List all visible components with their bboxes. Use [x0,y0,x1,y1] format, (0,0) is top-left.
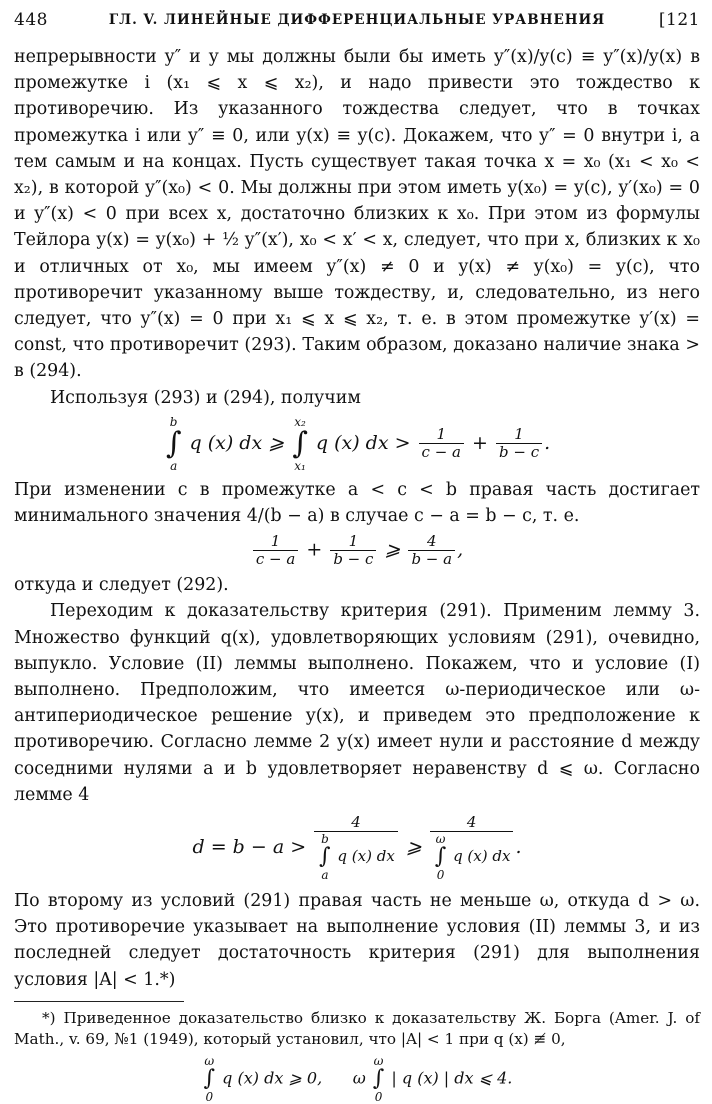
paragraph-whence: откуда и следует (292). [14,575,229,596]
main-text [14,44,700,1104]
footnote-formula: ω ∫ 0 q (x) dx ⩾ 0, ω ω ∫ 0 | q (x) | dx ⩽ 4. [203,1053,513,1104]
running-title: ГЛ. V. ЛИНЕЙНЫЕ ДИФФЕРЕНЦИАЛЬНЫЕ УРАВНЕНИЯ [108,12,606,28]
integral-a-b: b ∫ a [165,414,182,473]
paragraph-minimum: При изменении c в промежутке a < c < b правая часть достигает минимального значения 4/(b − a) в случае c − a = b − c, т. е. [14,479,700,527]
distance-inequality: d = b − a > 4 b ∫ a q (x) dx ⩾ 4 ω ∫ 0 q (x) dx . [192,813,522,883]
fraction-1-over-b-minus-c: $\frac{1}{b - c}$ [496,426,542,461]
fraction-1-over-c-minus-a: $\frac{1}{c - a}$ [419,426,464,461]
paragraph-criterion: Переходим к доказательству критерия (291). Применим лемму 3. Множество функций q(x), удовлетворяющих условиям (291), очевидно, выпукло. Условие (II) леммы выполнено. Покажем, что и условие (I) выполнено. Предположим, что имеется ω-периодическое или ω-антипериодическое решение y(x), и приведем это предположение к противоречию. Согласно лемме 2 y(x) имеет нули и расстояние d между соседними нулями a и b удовлетворяет неравенству d ⩽ ω. Согласно лемме 4 [14,601,700,805]
paragraph-continuation: непрерывности y″ и y мы должны были бы иметь y″(x)/y(c) ≡ y″(x)/y(x) в промежутке i (x₁ ⩽ x ⩽ x₂), и надо привести это тождество к противоречию. Из указанного тождества следует, что в точках промежутка i или y″ ≡ 0, или y(x) ≡ y(c). Докажем, что y″ = 0 внутри i, а тем самым и на концах. Пусть существует такая точка x = x₀ (x₁ < x₀ < x₂), в которой y″(x₀) < 0. Мы должны при этом иметь y(x₀) = y(c), y′(x₀) = 0 и y″(x) < 0 при всех x, достаточно близких к x₀. При этом из формулы Тейлора y(x) = y(x₀) + ½ y″(x′), x₀ < x′ < x, следует, что при x, близких к x₀ и отличных от x₀, мы имеем y″(x) ≠ 0 и y(x) ≠ y(x₀) = y(c), что противоречит указанному выше тождеству, и, следовательно, из него следует, что y″(x) = 0 при x₁ ⩽ x ⩽ x₂, т. е. в этом промежутке y′(x) = const, что противоречит (293). Таким образом, доказано наличие знака > в (294). [14,47,700,382]
book-page [14,0,700,1104]
integral-inequality: b ∫ a q (x) dx ⩾ x₂ ∫ x₁ q (x) dx > $\frac{1}{c - a}$ + $\frac{1}{b - c}$ . [165,414,551,473]
footnote [14,1008,700,1104]
fraction-inequality: $\frac{1}{c - a}$ + $\frac{1}{b - c}$ ⩾ $\frac{4}{b - a}$ , [14,533,700,568]
footnote-separator [14,1001,184,1002]
paragraph-using: Используя (293) и (294), получим [50,387,361,408]
page-number: 448 [14,10,48,30]
footnote-text: *) Приведенное доказательство близко к доказательству Ж. Борга (Amer. J. of Math., v. 69, №1 (1949), который установил, что |A| < 1 при q (x) ≢ 0, [14,1008,700,1048]
section-number: [121 [658,10,700,30]
paragraph-conclusion: По второму из условий (291) правая часть не меньше ω, откуда d > ω. Это противоречие указывает на выполнение условия (II) леммы 3, и из последней следует достаточность критерия (291) для выполнения условия |A| < 1.*) [14,891,700,990]
running-header [14,10,700,34]
integral-x1-x2: x₂ ∫ x₁ [292,414,308,473]
